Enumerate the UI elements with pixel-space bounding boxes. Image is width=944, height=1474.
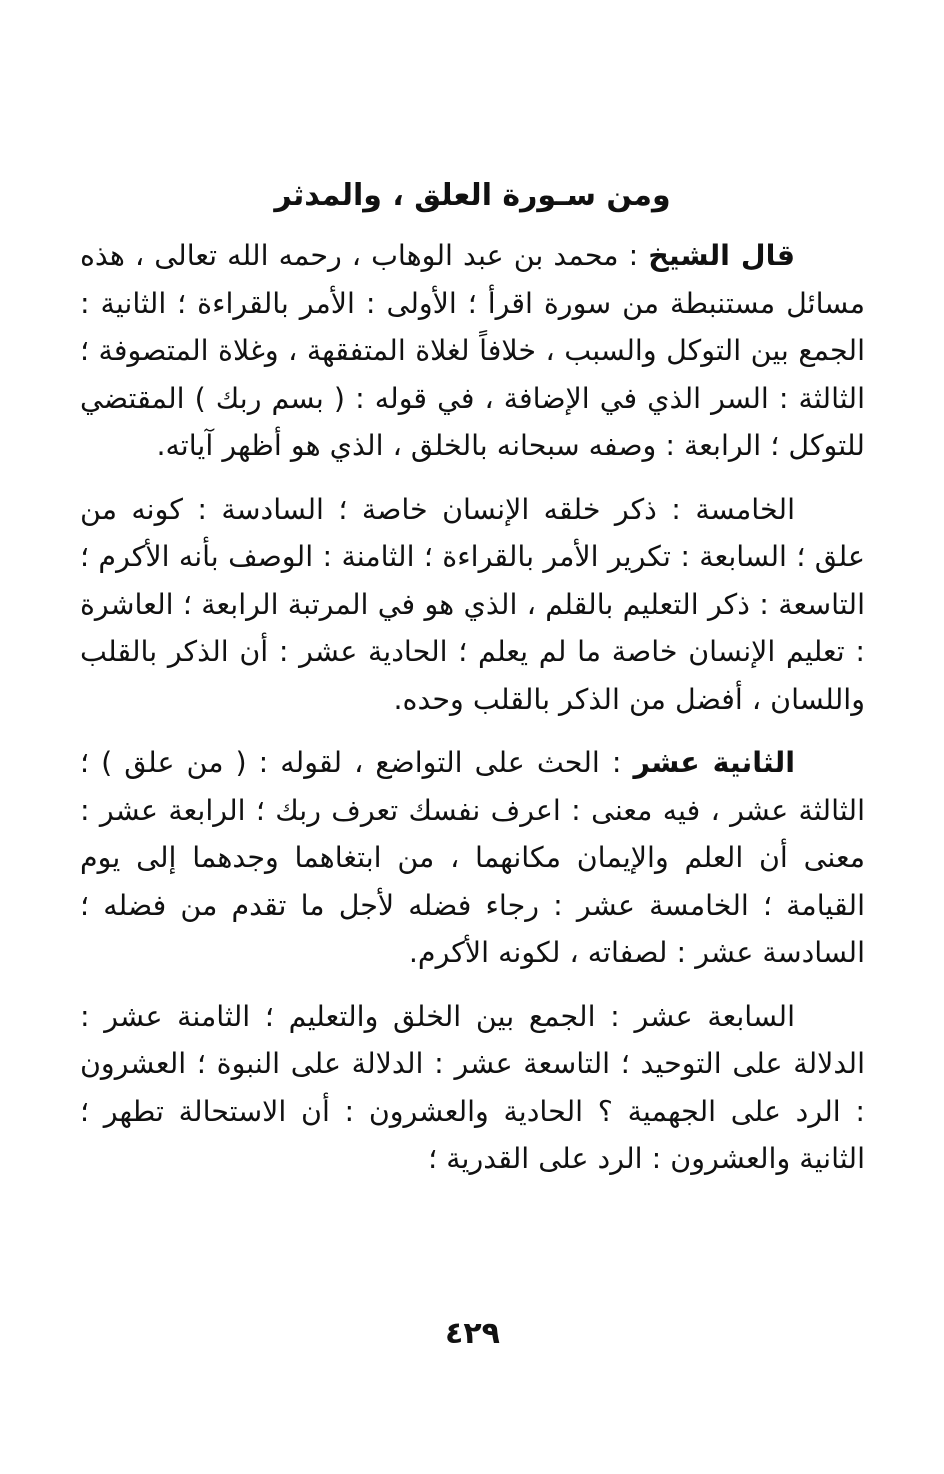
paragraph-3 xyxy=(80,739,865,977)
page-number: ٤٢٩ xyxy=(445,1316,500,1351)
paragraph-2-text: الخامسة : ذكر خلقه الإنسان خاصة ؛ السادسة : كونه من علق ؛ السابعة : تكرير الأمر بالقراءة ؛ الثامنة : الوصف بأنه الأكرم ؛ التاسعة : ذكر التعليم بالقلم ، الذي هو في المرتبة الرابعة ؛ العاشرة : تعليم الإنسان خاصة ما لم يعلم ؛ الحادية عشر : أن الذكر بالقلب واللسان ، أفضل من الذكر بالقلب وحده. xyxy=(80,492,865,716)
paragraph-1-text: : محمد بن عبد الوهاب ، رحمه الله تعالى ، هذه مسائل مستنبطة من سورة اقرأ ؛ الأولى : الأمر بالقراءة ؛ الثانية : الجمع بين التوكل والسبب ، خلافاً لغلاة المتفقهة ، وغلاة المتصوفة ؛ الثالثة : السر الذي في الإضافة ، في قوله : ( بسم ربك ) المقتضي للتوكل ؛ الرابعة : وصفه سبحانه بالخلق ، الذي هو أظهر آياته. xyxy=(80,239,865,462)
paragraph-1-lead: قال الشيخ xyxy=(648,239,795,272)
paragraph-1 xyxy=(80,232,865,470)
paragraph-2 xyxy=(80,486,865,724)
paragraph-3-lead: الثانية عشر xyxy=(633,746,796,779)
body-text xyxy=(80,232,865,1199)
section-title: ومن سـورة العلق ، والمدثر xyxy=(274,178,671,213)
paragraph-4-text: السابعة عشر : الجمع بين الخلق والتعليم ؛ الثامنة عشر : الدلالة على التوحيد ؛ التاسعة عشر : الدلالة على النبوة ؛ العشرون : الرد على الجهمية ؟ الحادية والعشرون : أن الاستحالة تطهر ؛ الثانية والعشرون : الرد على القدرية ؛ xyxy=(80,999,865,1175)
paragraph-3-text: : الحث على التواضع ، لقوله : ( من علق ) ؛ الثالثة عشر ، فيه معنى : اعرف نفسك تعرف ربك ؛ الرابعة عشر : معنى أن العلم والإيمان مكانهما ، من ابتغاهما وجدهما إلى يوم القيامة ؛ الخامسة عشر : رجاء فضله لأجل ما تقدم من فضله ؛ السادسة عشر : لصفاته ، لكونه الأكرم. xyxy=(80,746,865,969)
paragraph-4 xyxy=(80,993,865,1183)
